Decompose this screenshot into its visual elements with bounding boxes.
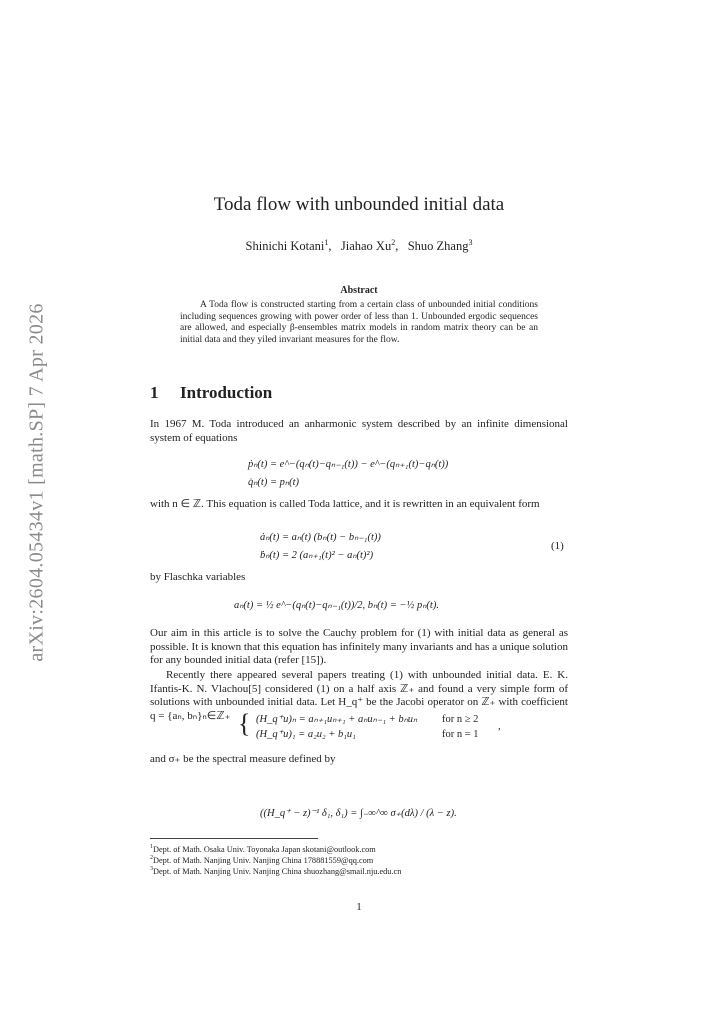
author-name: Jiahao Xu <box>340 239 392 254</box>
section-title: Introduction <box>180 383 273 402</box>
paragraph: Our aim in this article is to solve the Cauchy problem for (1) with initial data as general as possible. It is known that this equation has infinitely many invariants and has a unique solution for any bounded initial data (refer [15]). <box>150 627 568 667</box>
paragraph: In 1967 M. Toda introduced an anharmonic system described by an infinite dimensional system of equations <box>150 418 568 444</box>
footnote-text: Dept. of Math. Osaka Univ. Toyonaka Japan skotani@outlook.com <box>153 844 376 854</box>
author-mark: 1 <box>324 238 329 247</box>
paragraph: and σ₊ be the spectral measure defined by <box>150 753 336 765</box>
section-number: 1 <box>150 383 159 402</box>
paragraph: with n ∈ ℤ. This equation is called Toda lattice, and it is rewritten in an equivalent form <box>150 498 540 510</box>
equation-jacobi-2: (H_q⁺u)₁ = a₂u₂ + b₁u₁ <box>256 729 356 740</box>
equation-flaschka-b: ḃₙ(t) = 2 (aₙ₊₁(t)² − aₙ(t)²) <box>260 550 374 561</box>
author-name: Shuo Zhang <box>407 239 469 254</box>
paragraph: Recently there appeared several papers treating (1) with unbounded initial data. E. K. Ifantis-K. N. Vlachou[5] considered (1) on a half axis ℤ₊ and found a very simple form of solutions with unbounded initial data. Let H_q⁺ be the Jacobi operator on ℤ₊ with coefficient q = {aₙ, bₙ}ₙ∈ℤ₊ <box>150 669 568 722</box>
abstract-heading: Abstract <box>340 285 378 296</box>
equation-jacobi-trailing-comma: , <box>498 721 501 732</box>
equation-flaschka-variables: aₙ(t) = ½ e^−(qₙ(t)−qₙ₋₁(t))/2, bₙ(t) = −½ pₙ(t). <box>234 600 439 611</box>
left-brace: { <box>238 709 251 738</box>
abstract-text: A Toda flow is constructed starting from a certain class of unbounded initial conditions including sequences growing with power order of less than 1. Unbounded ergodic sequences are allowed, and especially β-ensembles matrix models in random matrix theory can be an initial data and they yiled invariant measures for the flow. <box>180 300 538 345</box>
footnote-text: Dept. of Math. Nanjing Univ. Nanjing China 178881559@qq.com <box>153 855 374 865</box>
author-name: Shinichi Kotani <box>245 239 325 254</box>
equation-label: (1) <box>551 540 564 552</box>
author-mark: 3 <box>468 238 473 247</box>
footnote <box>150 864 568 877</box>
author-list: Shinichi Kotani$^1$, Jiahao Xu$^2$, Shuo Zhang$^3$ <box>245 238 473 254</box>
footnote-mark: 1 <box>150 844 153 850</box>
footnote-text: Dept. of Math. Nanjing Univ. Nanjing China shuozhang@smail.nju.edu.cn <box>153 866 402 876</box>
page-number: 1 <box>356 901 362 913</box>
equation-spectral-measure: ((H_q⁺ − z)⁻¹ δ₁, δ₁) = ∫₋∞^∞ σ₊(dλ) / (λ − z). <box>260 808 457 819</box>
arxiv-stamp <box>17 292 57 672</box>
paper-title: Toda flow with unbounded initial data <box>213 194 505 215</box>
section-heading <box>150 383 273 402</box>
arxiv-stamp-text: arXiv:2604.05434v1 [math.SP] 7 Apr 2026 <box>25 302 48 662</box>
footnote-mark: 3 <box>150 866 153 872</box>
equation-toda-p: ṗₙ(t) = e^−(qₙ(t)−qₙ₋₁(t)) − e^−(qₙ₊₁(t)−qₙ(t)) <box>248 459 449 470</box>
equation-toda-q: q̇ₙ(t) = pₙ(t) <box>248 477 300 488</box>
equation-flaschka-a: ȧₙ(t) = aₙ(t) (bₙ(t) − bₙ₋₁(t)) <box>260 532 381 543</box>
equation-jacobi-1: (H_q⁺u)ₙ = aₙ₊₁uₙ₊₁ + aₙuₙ₋₁ + bₙuₙ <box>256 714 418 725</box>
footnote-rule <box>150 838 318 839</box>
equation-jacobi-2-condition: for n = 1 <box>442 729 479 740</box>
author-mark: 2 <box>391 238 396 247</box>
footnote-mark: 2 <box>150 855 153 861</box>
equation-jacobi-1-condition: for n ≥ 2 <box>442 714 479 725</box>
paragraph: by Flaschka variables <box>150 571 246 583</box>
